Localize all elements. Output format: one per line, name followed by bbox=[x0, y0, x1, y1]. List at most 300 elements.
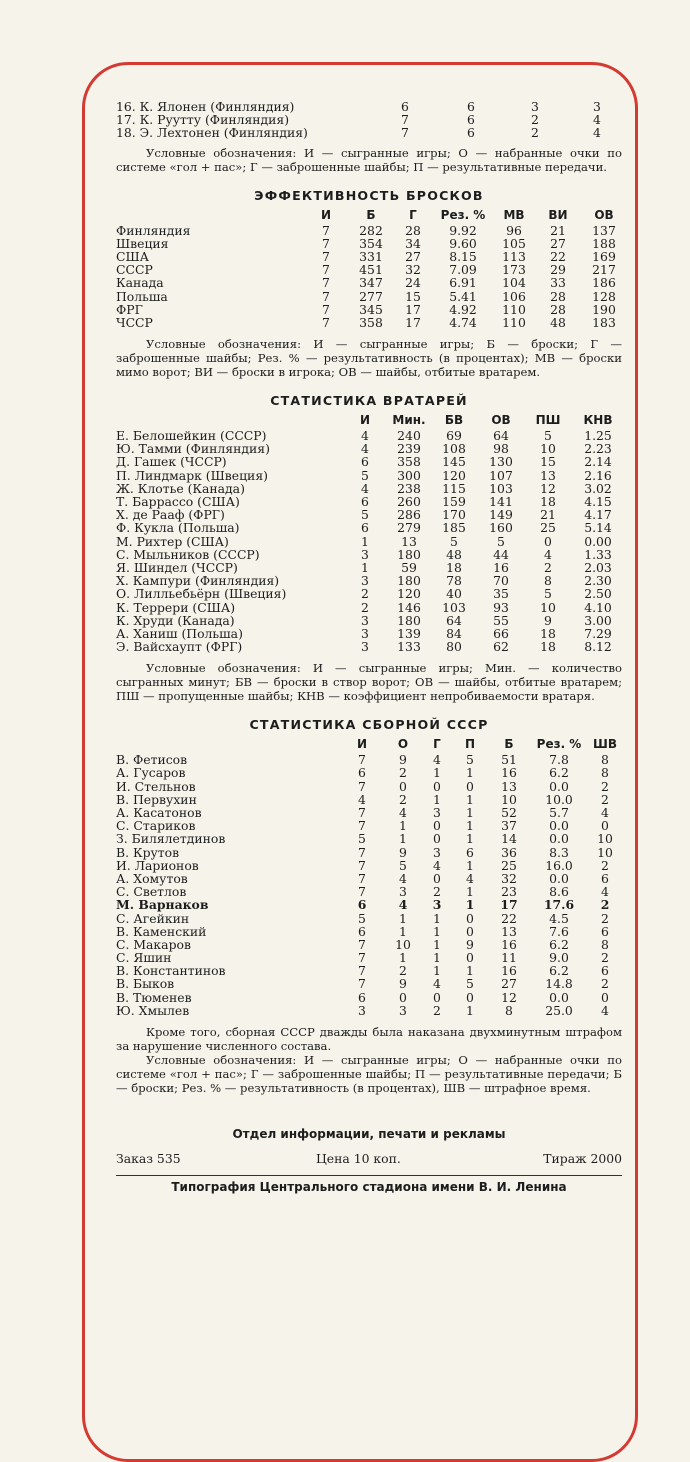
table-cell: 28 bbox=[550, 288, 566, 304]
table-row bbox=[116, 780, 622, 793]
table-cell: 1 bbox=[399, 950, 407, 966]
table-cell: 4 bbox=[399, 870, 407, 886]
table-cell: 2.14 bbox=[584, 454, 612, 470]
table-cell: 3 bbox=[361, 625, 369, 641]
table-row bbox=[116, 640, 622, 653]
table-cell: 1 bbox=[433, 791, 441, 807]
table-cell: 37 bbox=[501, 818, 517, 834]
table-cell: 5.14 bbox=[584, 520, 612, 536]
table-cell: 44 bbox=[493, 546, 509, 562]
table-cell: 3 bbox=[531, 99, 539, 114]
table-cell: 17 bbox=[405, 314, 421, 330]
table-cell: 1 bbox=[433, 910, 441, 926]
table-cell: 4 bbox=[433, 752, 441, 768]
imprint-line bbox=[116, 1151, 622, 1169]
table-cell: 70 bbox=[493, 573, 509, 589]
table-cell: 7 bbox=[358, 976, 366, 992]
table-cell: 146 bbox=[397, 599, 421, 615]
table-cell: 9 bbox=[544, 612, 552, 628]
column-header: ВИ bbox=[548, 207, 568, 222]
row-label: Канада bbox=[116, 275, 164, 291]
table-cell: 98 bbox=[493, 441, 509, 457]
goalies-table-header bbox=[116, 411, 622, 429]
shots-table bbox=[116, 224, 622, 330]
table-cell: 13 bbox=[401, 533, 417, 549]
table-cell: 0 bbox=[544, 533, 552, 549]
table-cell: 16.0 bbox=[545, 857, 573, 873]
table-cell: 1 bbox=[361, 533, 369, 549]
table-cell: 8.12 bbox=[584, 639, 612, 655]
table-cell: 6 bbox=[601, 870, 609, 886]
column-header: Б bbox=[504, 737, 514, 752]
table-cell: 9.92 bbox=[449, 222, 477, 238]
table-cell: 7 bbox=[358, 963, 366, 979]
row-label: А. Ханиш (Польша) bbox=[116, 625, 243, 641]
table-cell: 7.09 bbox=[449, 262, 477, 278]
table-row bbox=[116, 925, 622, 938]
row-label: Ю. Хмылев bbox=[116, 1002, 190, 1018]
column-header: МВ bbox=[503, 207, 525, 222]
table-cell: 7.6 bbox=[549, 923, 569, 939]
table-cell: 2.16 bbox=[584, 467, 612, 483]
table-cell: 149 bbox=[489, 507, 513, 523]
table-cell: 1 bbox=[465, 897, 475, 913]
table-cell: 6 bbox=[361, 494, 369, 509]
table-row bbox=[116, 912, 622, 925]
row-label: Х. де Рааф (ФРГ) bbox=[116, 507, 225, 523]
table-cell: 7 bbox=[322, 275, 330, 291]
table-cell: 108 bbox=[442, 441, 466, 457]
table-cell: 10 bbox=[501, 791, 517, 807]
table-cell: 1 bbox=[466, 857, 474, 873]
table-cell: 0 bbox=[433, 870, 441, 886]
legend-note-shots: Условные обозначения: И — сыгранные игры; Б — броски; Г — заброшенные шайбы; Рез. % — результативность (в процентах); МВ — броски мимо ворот; ВИ — броски в игрока; ОВ — шайбы, отбитые вратарем. bbox=[116, 337, 622, 380]
table-cell: 1 bbox=[433, 950, 441, 966]
table-cell: 7 bbox=[322, 314, 330, 330]
row-label: В. Фетисов bbox=[116, 752, 188, 768]
ussr-title: СТАТИСТИКА СБОРНОЙ СССР bbox=[249, 717, 489, 733]
table-cell: 7 bbox=[401, 112, 409, 128]
table-cell: 2 bbox=[601, 910, 609, 926]
table-row bbox=[116, 753, 622, 766]
table-cell: 0 bbox=[466, 778, 474, 794]
table-cell: 4 bbox=[361, 480, 369, 496]
table-cell: 6 bbox=[467, 99, 475, 114]
table-cell: 0 bbox=[433, 831, 441, 847]
table-cell: 64 bbox=[493, 428, 509, 444]
table-cell: 7.8 bbox=[549, 752, 569, 768]
table-cell: 27 bbox=[501, 976, 517, 992]
table-cell: 120 bbox=[442, 467, 466, 483]
table-row bbox=[116, 614, 622, 627]
table-cell: 12 bbox=[540, 480, 556, 496]
table-cell: 345 bbox=[359, 301, 383, 317]
legend-note-scorers: Условные обозначения: И — сыгранные игры; О — набранные очки по системе «гол + пас»; Г — заброшенные шайбы; П — результативные передачи. bbox=[116, 145, 622, 174]
table-cell: 7 bbox=[358, 818, 366, 834]
table-cell: 5 bbox=[358, 910, 366, 926]
table-cell: 4 bbox=[433, 857, 441, 873]
table-cell: 6 bbox=[601, 963, 609, 979]
table-cell: 9 bbox=[399, 976, 407, 992]
table-row bbox=[116, 832, 622, 845]
document-page bbox=[116, 100, 622, 1194]
table-cell: 9 bbox=[466, 936, 474, 952]
table-cell: 6 bbox=[361, 520, 369, 536]
table-cell: 28 bbox=[405, 222, 421, 238]
table-cell: 7.29 bbox=[584, 625, 612, 641]
goalies-table bbox=[116, 429, 622, 653]
table-cell: 55 bbox=[493, 612, 509, 628]
table-cell: 2 bbox=[399, 765, 407, 781]
table-cell: 128 bbox=[592, 288, 616, 304]
table-cell: 8.6 bbox=[549, 884, 569, 900]
table-cell: 0 bbox=[466, 989, 474, 1005]
table-row bbox=[116, 224, 622, 237]
table-cell: 358 bbox=[359, 314, 383, 330]
table-cell: 180 bbox=[397, 546, 421, 562]
table-cell: 4 bbox=[466, 870, 474, 886]
print-run: Тираж 2000 bbox=[543, 1151, 622, 1166]
column-header: Г bbox=[433, 737, 441, 752]
table-cell: 1 bbox=[399, 910, 407, 926]
table-cell: 1 bbox=[399, 831, 407, 847]
table-cell: 14.8 bbox=[545, 976, 573, 992]
table-cell: 21 bbox=[540, 507, 556, 523]
table-cell: 2 bbox=[544, 559, 552, 575]
table-cell: 1 bbox=[433, 923, 441, 939]
table-cell: 96 bbox=[506, 222, 522, 238]
table-cell: 300 bbox=[397, 467, 421, 483]
row-label: О. Лилльебьёрн (Швеция) bbox=[116, 586, 287, 602]
row-label: Ю. Тамми (Финляндия) bbox=[116, 441, 270, 457]
table-cell: 0.0 bbox=[549, 778, 569, 794]
row-label: Швеция bbox=[116, 235, 169, 251]
table-cell: 107 bbox=[489, 467, 513, 483]
table-cell: 6.91 bbox=[449, 275, 477, 291]
table-row bbox=[116, 938, 622, 951]
table-cell: 141 bbox=[489, 494, 513, 509]
table-cell: 2 bbox=[361, 586, 369, 602]
table-cell: 3 bbox=[433, 844, 441, 860]
table-cell: 17.6 bbox=[543, 897, 575, 913]
table-cell: 7 bbox=[358, 778, 366, 794]
table-cell: 48 bbox=[446, 546, 462, 562]
table-cell: 21 bbox=[550, 222, 566, 238]
table-cell: 16 bbox=[501, 765, 517, 781]
table-cell: 180 bbox=[397, 612, 421, 628]
column-header: ОВ bbox=[491, 413, 511, 428]
table-cell: 331 bbox=[359, 248, 383, 264]
table-cell: 1 bbox=[466, 963, 474, 979]
table-cell: 6 bbox=[358, 923, 366, 939]
table-cell: 7 bbox=[358, 870, 366, 886]
table-cell: 13 bbox=[501, 923, 517, 939]
row-label: В. Первухин bbox=[116, 791, 197, 807]
column-header: Г bbox=[409, 207, 417, 222]
table-cell: 2.23 bbox=[584, 441, 612, 457]
row-label: США bbox=[116, 248, 150, 264]
table-row bbox=[116, 548, 622, 561]
table-cell: 217 bbox=[592, 262, 616, 278]
table-cell: 93 bbox=[493, 599, 509, 615]
row-label: И. Стельнов bbox=[116, 778, 196, 794]
table-cell: 103 bbox=[442, 599, 466, 615]
row-label: ФРГ bbox=[116, 301, 143, 317]
table-cell: 347 bbox=[359, 275, 383, 291]
table-cell: 2.50 bbox=[584, 586, 612, 602]
table-cell: 7 bbox=[322, 248, 330, 264]
column-header: ОВ bbox=[594, 207, 614, 222]
table-cell: 8 bbox=[601, 752, 609, 768]
ussr-table-header bbox=[116, 735, 622, 753]
table-cell: 1 bbox=[399, 923, 407, 939]
table-cell: 3 bbox=[361, 573, 369, 589]
table-cell: 0.0 bbox=[549, 989, 569, 1005]
table-cell: 33 bbox=[550, 275, 566, 291]
table-cell: 25 bbox=[501, 857, 517, 873]
table-cell: 282 bbox=[359, 222, 383, 238]
table-cell: 69 bbox=[446, 428, 462, 444]
table-cell: 2.30 bbox=[584, 573, 612, 589]
table-cell: 104 bbox=[502, 275, 526, 291]
table-cell: 7 bbox=[322, 301, 330, 317]
row-label: В. Тюменев bbox=[116, 989, 192, 1005]
table-cell: 3 bbox=[399, 1002, 407, 1018]
table-cell: 186 bbox=[592, 275, 616, 291]
table-row bbox=[116, 535, 622, 548]
table-cell: 66 bbox=[493, 625, 509, 641]
ussr-table bbox=[116, 753, 622, 1017]
column-header: ПШ bbox=[535, 413, 561, 428]
table-cell: 18 bbox=[446, 559, 462, 575]
row-label: Д. Гашек (ЧССР) bbox=[116, 454, 227, 470]
row-label: 18. Э. Лехтонен (Финляндия) bbox=[116, 125, 308, 141]
column-header: Рез. % bbox=[440, 207, 486, 222]
table-row bbox=[116, 872, 622, 885]
table-cell: 110 bbox=[502, 314, 526, 330]
table-cell: 2 bbox=[531, 125, 539, 141]
table-cell: 5 bbox=[466, 752, 474, 768]
table-cell: 64 bbox=[446, 612, 462, 628]
table-cell: 354 bbox=[359, 235, 383, 251]
table-row bbox=[116, 455, 622, 468]
table-cell: 2 bbox=[399, 963, 407, 979]
table-row bbox=[116, 521, 622, 534]
row-label: М. Рихтер (США) bbox=[116, 533, 229, 549]
table-cell: 4 bbox=[361, 441, 369, 457]
table-cell: 4.74 bbox=[449, 314, 477, 330]
table-cell: 80 bbox=[446, 639, 462, 655]
table-cell: 29 bbox=[550, 262, 566, 278]
row-label: 17. К. Руутту (Финляндия) bbox=[116, 112, 290, 128]
table-cell: 3 bbox=[361, 612, 369, 628]
table-cell: 59 bbox=[401, 559, 417, 575]
table-cell: 0 bbox=[433, 818, 441, 834]
table-cell: 4 bbox=[433, 976, 441, 992]
table-cell: 7 bbox=[322, 235, 330, 251]
table-cell: 2 bbox=[433, 1002, 441, 1018]
table-cell: 358 bbox=[397, 454, 421, 470]
table-cell: 15 bbox=[405, 288, 421, 304]
column-header: И bbox=[359, 413, 371, 428]
table-cell: 23 bbox=[501, 884, 517, 900]
table-cell: 18 bbox=[540, 494, 556, 509]
column-header: П bbox=[464, 737, 476, 752]
table-cell: 3 bbox=[361, 546, 369, 562]
column-header: Рез. % bbox=[536, 737, 582, 752]
table-cell: 25.0 bbox=[545, 1002, 573, 1018]
table-cell: 4 bbox=[398, 897, 408, 913]
table-cell: 238 bbox=[397, 480, 421, 496]
table-cell: 34 bbox=[405, 235, 421, 251]
table-cell: 10 bbox=[597, 831, 613, 847]
table-cell: 6 bbox=[357, 897, 367, 913]
table-cell: 51 bbox=[501, 752, 517, 768]
table-cell: 16 bbox=[501, 963, 517, 979]
table-cell: 0 bbox=[433, 778, 441, 794]
table-cell: 12 bbox=[501, 989, 517, 1005]
table-cell: 16 bbox=[493, 559, 509, 575]
table-cell: 3 bbox=[432, 897, 442, 913]
table-cell: 110 bbox=[502, 301, 526, 317]
table-cell: 3 bbox=[593, 99, 601, 114]
table-cell: 15 bbox=[540, 454, 556, 470]
table-cell: 6 bbox=[358, 989, 366, 1005]
table-cell: 8 bbox=[601, 765, 609, 781]
table-cell: 4.10 bbox=[584, 599, 612, 615]
table-row bbox=[116, 1004, 622, 1017]
table-cell: 36 bbox=[501, 844, 517, 860]
column-header: И bbox=[356, 737, 368, 752]
table-cell: 4.92 bbox=[449, 301, 477, 317]
table-cell: 105 bbox=[502, 235, 526, 251]
table-cell: 4.17 bbox=[584, 507, 612, 523]
table-cell: 7 bbox=[358, 752, 366, 768]
table-cell: 40 bbox=[446, 586, 462, 602]
row-label: Польша bbox=[116, 288, 168, 304]
table-cell: 160 bbox=[489, 520, 513, 536]
printer-line: Типография Центрального стадиона имени В. И. Ленина bbox=[171, 1180, 567, 1194]
table-cell: 4 bbox=[544, 546, 552, 562]
table-cell: 24 bbox=[405, 275, 421, 291]
table-cell: 1 bbox=[466, 818, 474, 834]
table-cell: 14 bbox=[501, 831, 517, 847]
table-cell: 5 bbox=[544, 586, 552, 602]
table-cell: 18 bbox=[540, 639, 556, 655]
table-cell: 10 bbox=[540, 441, 556, 457]
table-cell: 239 bbox=[397, 441, 421, 457]
table-cell: 0 bbox=[433, 989, 441, 1005]
table-cell: 5 bbox=[450, 533, 458, 549]
table-cell: 4 bbox=[361, 428, 369, 444]
table-cell: 103 bbox=[489, 480, 513, 496]
table-row bbox=[116, 977, 622, 990]
row-label: С. Агейкин bbox=[116, 910, 190, 926]
table-cell: 1 bbox=[361, 559, 369, 575]
table-cell: 1 bbox=[433, 765, 441, 781]
table-cell: 7 bbox=[358, 950, 366, 966]
table-cell: 4 bbox=[601, 805, 609, 820]
shots-table-header bbox=[116, 206, 622, 224]
table-cell: 2 bbox=[601, 791, 609, 807]
table-cell: 2 bbox=[601, 950, 609, 966]
row-label: Т. Баррассо (США) bbox=[116, 494, 240, 509]
table-cell: 2.03 bbox=[584, 559, 612, 575]
table-cell: 159 bbox=[442, 494, 466, 509]
table-cell: 22 bbox=[550, 248, 566, 264]
table-cell: 260 bbox=[397, 494, 421, 509]
table-cell: 6 bbox=[601, 923, 609, 939]
table-cell: 27 bbox=[550, 235, 566, 251]
table-cell: 4 bbox=[601, 1002, 609, 1018]
legend-note-ussr: Условные обозначения: И — сыгранные игры; О — набранные очки по системе «гол + пас»; Г — заброшенные шайбы; П — результативные передачи; Б — броски; Рез. % — результативность (в процентах), ШВ — штрафное время. bbox=[116, 1053, 622, 1095]
top-scorers-continuation bbox=[116, 100, 622, 140]
table-cell: 115 bbox=[442, 480, 466, 496]
table-cell: 183 bbox=[592, 314, 616, 330]
row-label: Финляндия bbox=[116, 222, 191, 238]
table-cell: 7 bbox=[358, 936, 366, 952]
table-cell: 190 bbox=[592, 301, 616, 317]
table-cell: 4 bbox=[358, 791, 366, 807]
table-cell: 6.2 bbox=[549, 936, 569, 952]
row-label: В. Быков bbox=[116, 976, 175, 992]
table-cell: 17 bbox=[500, 897, 518, 913]
shots-title: ЭФФЕКТИВНОСТЬ БРОСКОВ bbox=[254, 187, 484, 203]
table-cell: 1.25 bbox=[584, 428, 612, 444]
table-cell: 11 bbox=[501, 950, 517, 966]
table-cell: 1 bbox=[466, 884, 474, 900]
table-cell: 1 bbox=[466, 831, 474, 847]
table-cell: 106 bbox=[502, 288, 526, 304]
table-cell: 6 bbox=[467, 125, 475, 141]
table-cell: 9 bbox=[399, 844, 407, 860]
table-cell: 1 bbox=[466, 791, 474, 807]
table-cell: 28 bbox=[550, 301, 566, 317]
table-cell: 133 bbox=[397, 639, 421, 655]
table-cell: 0.00 bbox=[584, 533, 612, 549]
row-label: З. Билялетдинов bbox=[116, 831, 226, 847]
table-cell: 5 bbox=[544, 428, 552, 444]
table-cell: 6 bbox=[466, 844, 474, 860]
table-cell: 1 bbox=[433, 936, 441, 952]
department-line: Отдел информации, печати и рекламы bbox=[232, 1127, 506, 1141]
table-cell: 4 bbox=[593, 125, 601, 141]
table-cell: 7 bbox=[358, 884, 366, 900]
row-label: Я. Шиндел (ЧССР) bbox=[116, 559, 238, 575]
table-cell: 1 bbox=[433, 963, 441, 979]
row-label: Э. Вайсхаупт (ФРГ) bbox=[116, 639, 243, 655]
table-cell: 1 bbox=[466, 805, 474, 820]
table-cell: 2 bbox=[601, 857, 609, 873]
table-cell: 6 bbox=[467, 112, 475, 128]
row-label: С. Мыльников (СССР) bbox=[116, 546, 260, 562]
table-cell: 3 bbox=[361, 639, 369, 655]
table-row bbox=[116, 303, 622, 316]
table-cell: 173 bbox=[502, 262, 526, 278]
table-cell: 2 bbox=[433, 884, 441, 900]
row-label: Х. Кампури (Финляндия) bbox=[116, 573, 280, 589]
row-label: М. Варнаков bbox=[116, 897, 209, 913]
table-row bbox=[116, 316, 622, 329]
column-header: Мин. bbox=[392, 413, 426, 428]
row-label: С. Стариков bbox=[116, 818, 196, 834]
row-label: П. Линдмарк (Швеция) bbox=[116, 467, 268, 483]
table-cell: 0 bbox=[466, 923, 474, 939]
table-cell: 8.15 bbox=[449, 248, 477, 264]
table-cell: 188 bbox=[592, 235, 616, 251]
table-row bbox=[116, 766, 622, 779]
row-label: А. Гусаров bbox=[116, 765, 186, 781]
